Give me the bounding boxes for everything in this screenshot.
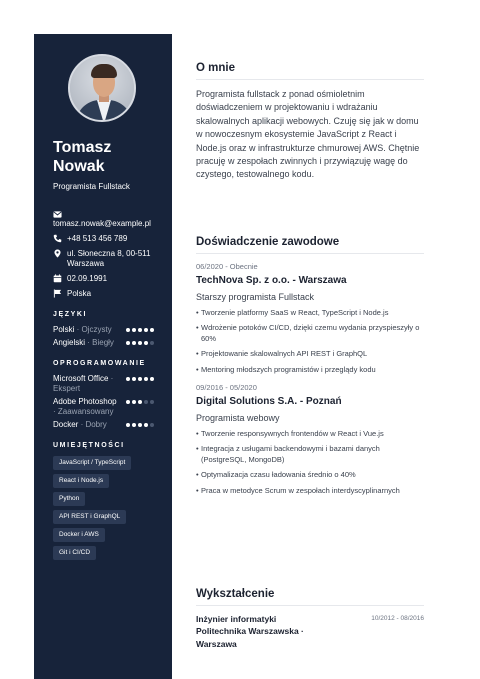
location-pin-icon [53, 249, 62, 258]
software-list [53, 374, 158, 430]
software-item-level: Dobry [85, 420, 107, 429]
phone-icon [53, 234, 62, 243]
rating-dot [132, 377, 136, 381]
languages-item-name: Polski [53, 325, 75, 334]
contact-email[interactable] [53, 210, 158, 229]
languages-list [53, 325, 158, 348]
rating-dot [132, 423, 136, 427]
software-item-name: Docker [53, 420, 79, 429]
software-item-level: Ekspert [53, 384, 81, 393]
about-text: Programista fullstack z ponad ośmioletnim doświadczeniem w projektowaniu i wdrażaniu skalowalnych aplikacji webowych. Czuję się jak w domu w nowoczesnym ekosystemie JavaScript z React i Node.js oraz w infrastrukturze chmurowej AWS. Chętnie pracuję w zespołach zwinnych i przywiązuję wagę do czystego, testowalnego kodu. [196, 89, 420, 180]
rating-dots [126, 377, 154, 381]
education-school: Politechnika Warszawska · Warszawa [196, 626, 304, 649]
job-bullets [196, 308, 424, 375]
flag-icon [53, 289, 62, 298]
education-section [196, 588, 424, 651]
experience-section [196, 236, 424, 504]
languages-item-level: Ojczysty [81, 325, 112, 334]
languages-item-text [53, 338, 117, 348]
languages-heading: JĘZYKI [53, 311, 88, 318]
software-item-level: Zaawansowany [57, 407, 114, 416]
skill-tag: Python [53, 492, 85, 506]
education-degree: Inżynier informatyki [196, 614, 277, 624]
rating-dot [132, 328, 136, 332]
separator: · [74, 325, 82, 334]
first-name: Tomasz [53, 139, 112, 156]
rating-dot [150, 400, 154, 404]
education-dates: 10/2012 - 08/2016 [371, 615, 424, 622]
full-name [53, 138, 158, 176]
software-item-text [53, 397, 117, 417]
rating-dot [144, 328, 148, 332]
rating-dots [126, 400, 154, 404]
job-entry [196, 383, 424, 496]
rating-dot [150, 423, 154, 427]
languages-item-name: Angielski [53, 338, 86, 347]
skills-tags [53, 456, 158, 560]
job-company: TechNova Sp. z o.o. - Warszawa [196, 275, 347, 286]
envelope-icon [53, 210, 62, 219]
education-entry [196, 614, 424, 651]
software-item-text [53, 374, 117, 394]
nationality-text: Polska [67, 289, 92, 298]
job-bullets [196, 429, 424, 496]
education-list [196, 614, 424, 651]
job-bullet: • Integracja z usługami backendowymi i bazami danych (PostgreSQL, MongoDB) [196, 444, 424, 465]
birthdate-text: 02.09.1991 [67, 274, 108, 283]
skill-tag: JavaScript / TypeScript [53, 456, 131, 470]
rating-dot [138, 377, 142, 381]
sidebar [34, 34, 172, 679]
rating-dot [138, 423, 142, 427]
rating-dot [144, 400, 148, 404]
email-text: tomasz.nowak@example.pl [53, 219, 151, 228]
languages-item-text [53, 325, 117, 335]
contact-birthdate [53, 274, 158, 284]
rating-dot [144, 377, 148, 381]
contact-nationality [53, 289, 158, 299]
separator: · [85, 338, 93, 347]
software-heading: OPROGRAMOWANIE [53, 360, 146, 367]
software-item [53, 374, 158, 394]
rating-dots [126, 328, 154, 332]
education-left [196, 614, 346, 651]
job-entry [196, 262, 424, 375]
software-item [53, 397, 158, 417]
job-bullet: • Mentoring młodszych programistów i przeglądy kodu [196, 365, 424, 375]
job-position: Starszy programista Fullstack [196, 292, 315, 302]
contact-address [53, 249, 158, 269]
software-item [53, 420, 158, 430]
rating-dot [126, 423, 130, 427]
profile-photo [68, 54, 136, 122]
contact-phone[interactable] [53, 234, 158, 244]
rating-dot [150, 328, 154, 332]
jobs-list [196, 262, 424, 496]
job-title: Programista Fullstack [53, 182, 130, 191]
languages-item [53, 325, 158, 335]
job-position: Programista webowy [196, 413, 280, 424]
about-title: O mnie [196, 62, 424, 80]
last-name: Nowak [53, 158, 105, 175]
rating-dot [138, 328, 142, 332]
job-bullet: • Wdrożenie potoków CI/CD, dzięki czemu wydania przyspieszyły o 60% [196, 323, 424, 344]
rating-dot [144, 341, 148, 345]
phone-text: +48 513 456 789 [67, 234, 128, 243]
separator: · [78, 420, 86, 429]
job-bullet: • Optymalizacja czasu ładowania średnio o 40% [196, 470, 424, 480]
skill-tag: Docker i AWS [53, 528, 105, 542]
job-dates: 09/2016 - 05/2020 [196, 383, 257, 393]
languages-item-level: Biegły [92, 338, 114, 347]
rating-dot [138, 341, 142, 345]
job-bullet: • Projektowanie skalowalnych API REST i GraphQL [196, 349, 424, 359]
rating-dot [126, 328, 130, 332]
rating-dot [126, 377, 130, 381]
calendar-icon [53, 274, 62, 283]
software-item-name: Adobe Photoshop [53, 397, 117, 406]
languages-item [53, 338, 158, 348]
job-bullet: • Tworzenie responsywnych frontendów w React i Vue.js [196, 429, 424, 439]
rating-dot [132, 400, 136, 404]
rating-dots [126, 423, 154, 427]
job-company: Digital Solutions S.A. - Poznań [196, 396, 342, 408]
rating-dot [144, 423, 148, 427]
software-item-text [53, 420, 117, 430]
job-bullet: • Praca w metodyce Scrum w zespołach interdyscyplinarnych [196, 486, 424, 496]
job-dates: 06/2020 - Obecnie [196, 262, 258, 271]
separator: · [53, 407, 58, 416]
about-section [196, 62, 424, 182]
skills-heading: UMIEJĘTNOŚCI [53, 442, 125, 449]
rating-dot [138, 400, 142, 404]
rating-dot [150, 341, 154, 345]
rating-dot [126, 341, 130, 345]
education-title: Wykształcenie [196, 588, 424, 606]
skill-tag: React i Node.js [53, 474, 109, 488]
separator: · [108, 374, 114, 383]
skill-tag: API REST i GraphQL [53, 510, 126, 524]
rating-dot [126, 400, 130, 404]
rating-dots [126, 341, 154, 345]
experience-title: Doświadczenie zawodowe [196, 236, 424, 254]
contact-info [53, 210, 158, 299]
job-bullet: • Tworzenie platformy SaaS w React, TypeScript i Node.js [196, 308, 424, 318]
rating-dot [150, 377, 154, 381]
software-item-name: Microsoft Office [53, 374, 109, 383]
rating-dot [132, 341, 136, 345]
skill-tag: Git i CI/CD [53, 546, 96, 560]
address-text: ul. Słoneczna 8, 00-511 Warszawa [67, 249, 151, 268]
